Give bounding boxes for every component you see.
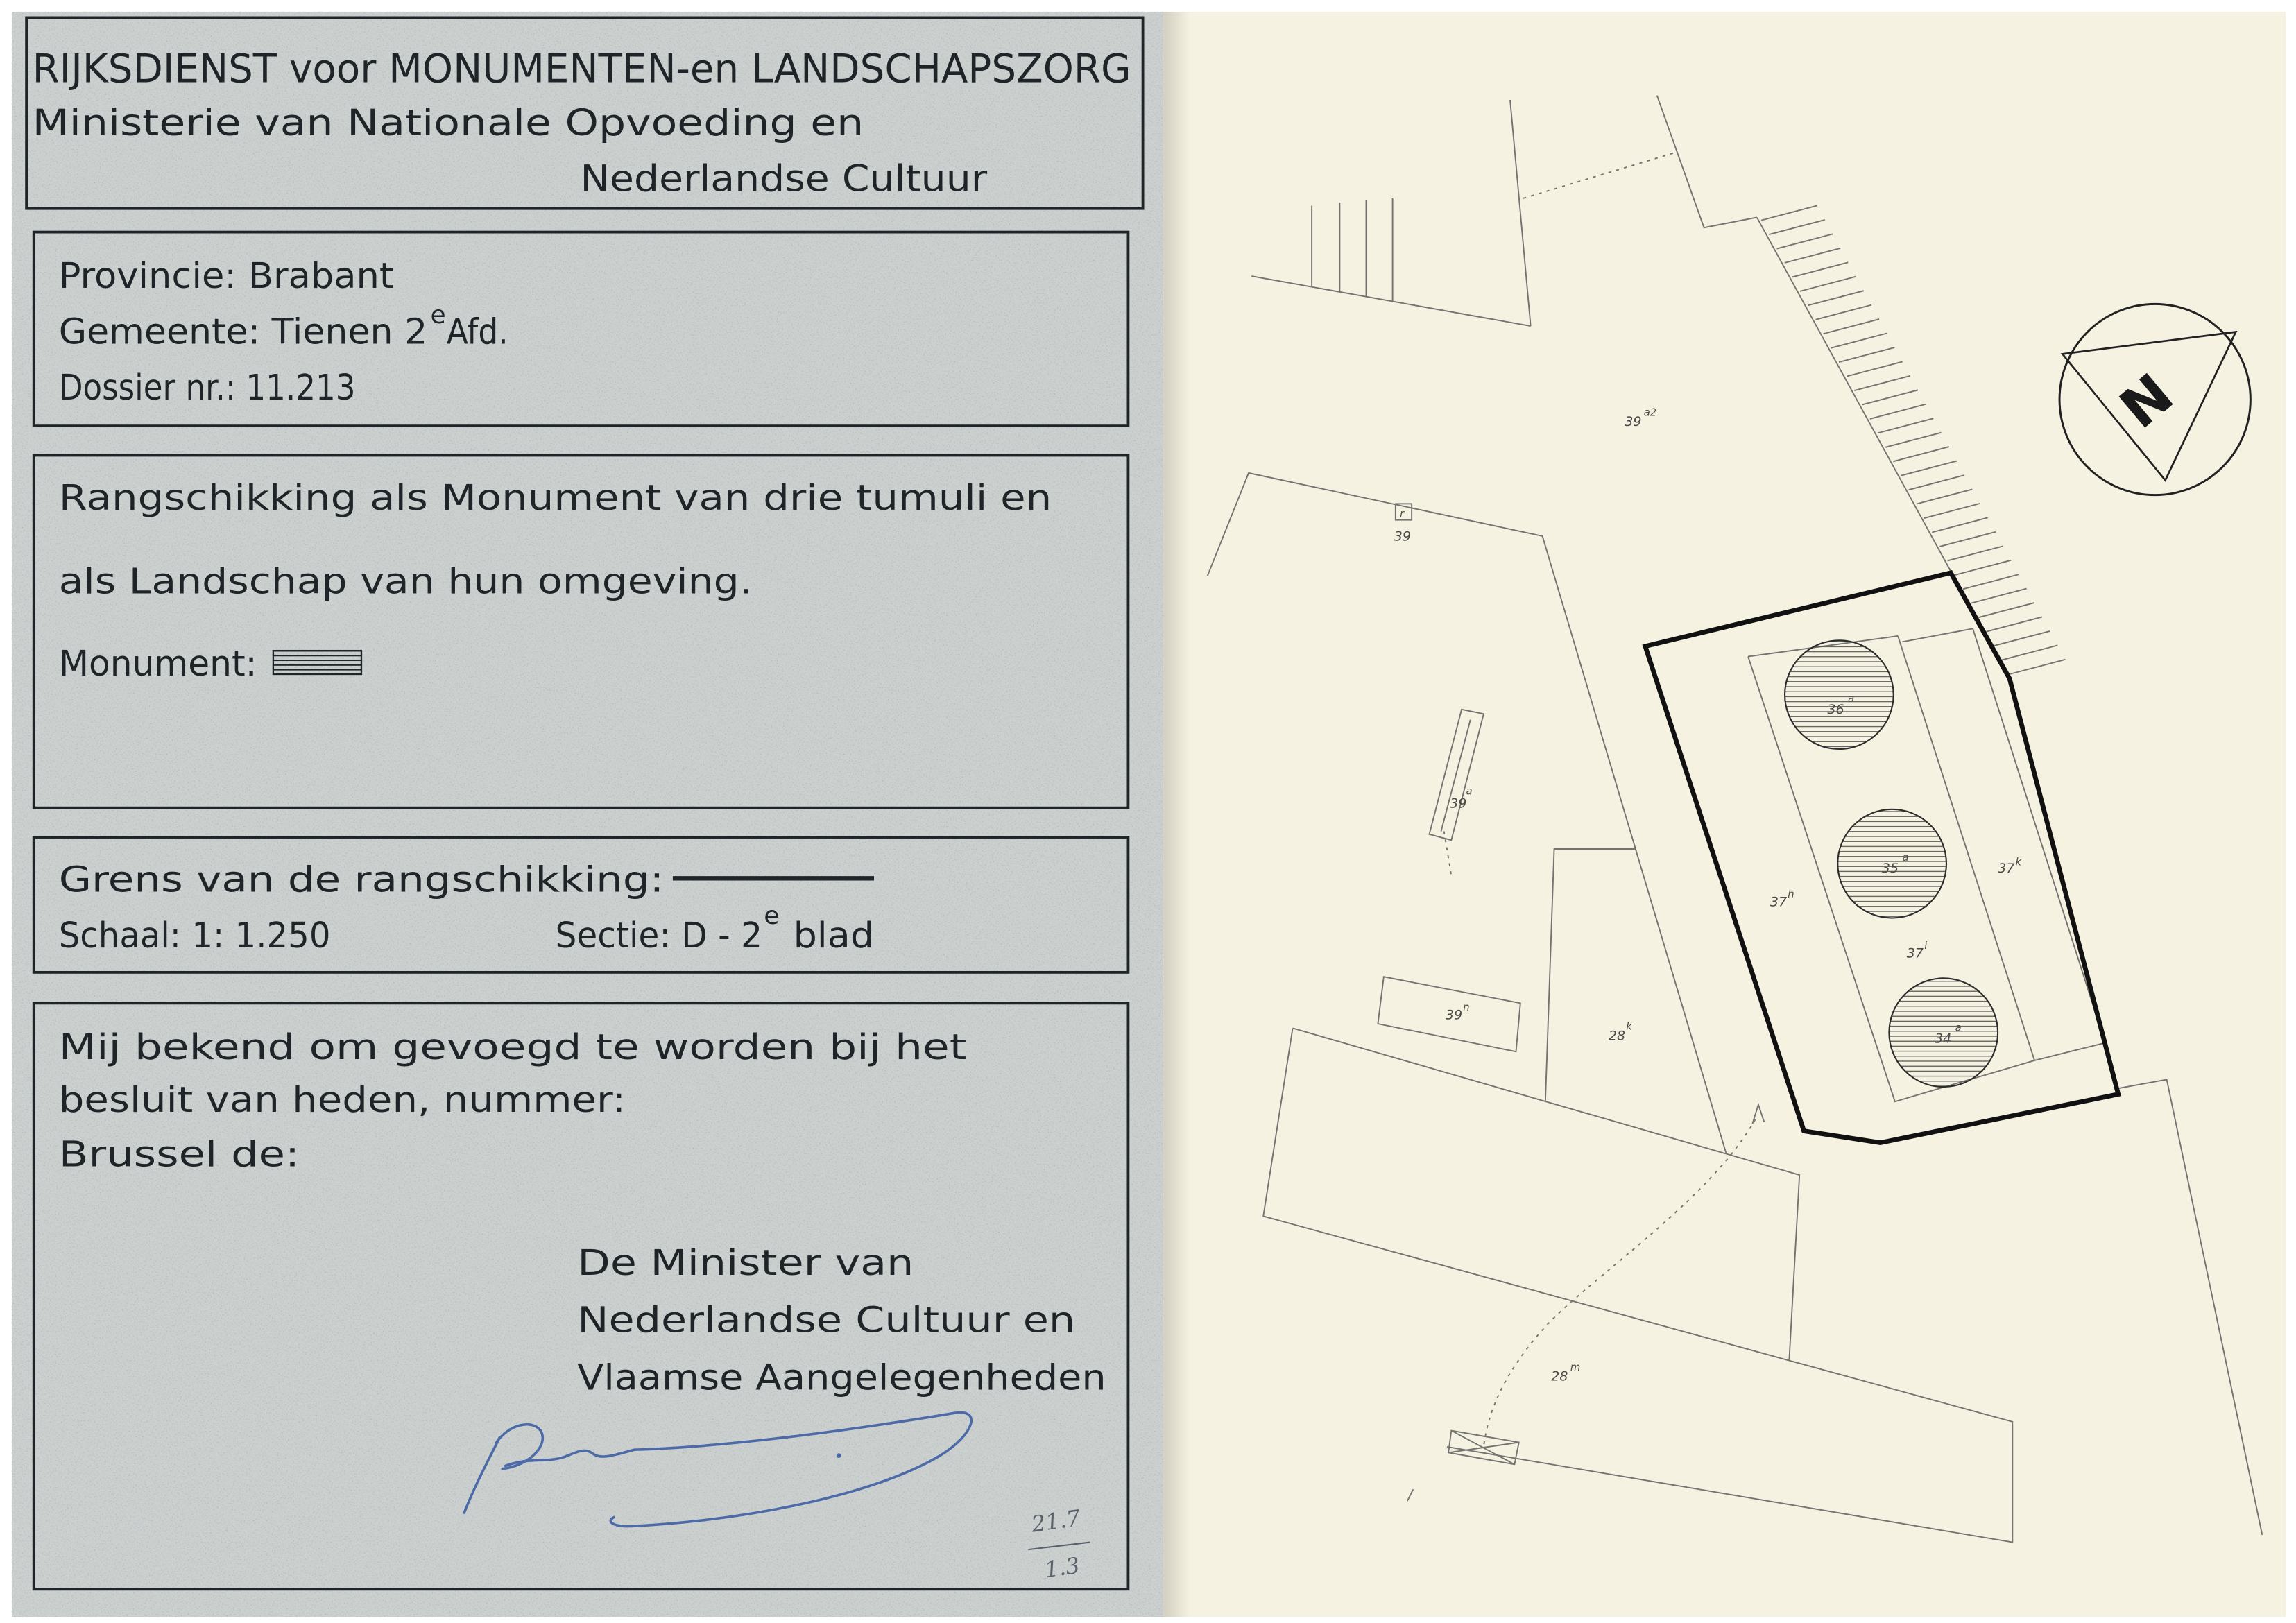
tumulus-36a bbox=[1785, 640, 1894, 749]
signatory-line-1: De Minister van bbox=[577, 1242, 914, 1284]
boundary-legend-label: Grens van de rangschikking: bbox=[58, 859, 665, 900]
tumulus-number: 34 bbox=[1935, 1031, 1952, 1047]
section-label: Sectie: D - 2 bbox=[555, 914, 763, 956]
designation-line-1: Rangschikking als Monument van drie tumuli en bbox=[58, 476, 1052, 518]
parcel-letter: k bbox=[2015, 856, 2022, 868]
parcel-letter: a2 bbox=[1643, 406, 1657, 419]
parcel-letter: n bbox=[1463, 1001, 1470, 1013]
map-area bbox=[1163, 12, 2286, 1617]
parcel-number: 28 bbox=[1551, 1368, 1568, 1384]
approval-place-date: Brussel de: bbox=[58, 1133, 300, 1175]
approval-line-2: besluit van heden, nummer: bbox=[58, 1079, 626, 1121]
section-superscript: e bbox=[764, 902, 780, 930]
municipality: Gemeente: Tienen 2 bbox=[58, 311, 428, 352]
approval-line-1: Mij bekend om gevoegd te worden bij het bbox=[58, 1026, 967, 1067]
province: Provincie: Brabant bbox=[58, 255, 394, 297]
handwritten-note-bottom: 1.3 bbox=[1043, 1553, 1081, 1583]
dossier-number: Dossier nr.: 11.213 bbox=[58, 367, 356, 408]
tumulus-letter: a bbox=[1848, 693, 1855, 705]
handwritten-note-top: 21.7 bbox=[1029, 1506, 1082, 1538]
parcel-number: 37 bbox=[1906, 945, 1924, 961]
parcel-number: 39 bbox=[1450, 796, 1467, 812]
signature-dot bbox=[837, 1453, 841, 1458]
parcel-number: 28 bbox=[1608, 1028, 1626, 1044]
tumulus-letter: a bbox=[1902, 851, 1909, 864]
parcel-letter: a bbox=[1466, 785, 1473, 798]
parcel-number: 39 bbox=[1625, 414, 1642, 430]
north-label: N bbox=[2107, 361, 2186, 441]
designation-line-2: als Landschap van hun omgeving. bbox=[58, 560, 753, 602]
municipality-superscript: e bbox=[430, 300, 446, 329]
signatory-line-3: Vlaamse Aangelegenheden bbox=[577, 1357, 1106, 1398]
parcel-number: 39 bbox=[1394, 529, 1411, 544]
ministry-line-2: Nederlandse Cultuur bbox=[580, 157, 988, 200]
parcel-letter: h bbox=[1788, 888, 1794, 900]
tumulus-34a bbox=[1889, 978, 1998, 1087]
parcel-number: 39 bbox=[1445, 1007, 1463, 1023]
map-paper bbox=[1163, 12, 2286, 1617]
legend-panel bbox=[12, 12, 1163, 1617]
tumulus-35a bbox=[1837, 809, 1946, 918]
tumulus-number: 36 bbox=[1827, 702, 1844, 718]
section-suffix: blad bbox=[793, 914, 875, 956]
monument-legend-label: Monument: bbox=[58, 643, 257, 685]
agency-title: RIJKSDIENST voor MONUMENTEN-en LANDSCHAPSZORG bbox=[32, 46, 1131, 92]
signatory-line-2: Nederlandse Cultuur en bbox=[577, 1299, 1076, 1341]
paper-fold-shadow bbox=[1163, 12, 1190, 1617]
tumulus-number: 35 bbox=[1881, 860, 1899, 876]
municipality-suffix: Afd. bbox=[446, 311, 508, 352]
tumulus-letter: a bbox=[1955, 1022, 1962, 1034]
parcel-number: 37 bbox=[1998, 860, 2015, 876]
parcel-letter: i bbox=[1924, 940, 1928, 952]
scale-label: Schaal: 1: 1.250 bbox=[58, 914, 331, 956]
monument-hatch-symbol bbox=[273, 651, 361, 674]
parcel-letter: m bbox=[1570, 1361, 1581, 1373]
ministry-line-1: Ministerie van Nationale Opvoeding en bbox=[32, 101, 864, 144]
parcel-letter: k bbox=[1626, 1020, 1632, 1033]
parcel-number: 37 bbox=[1770, 894, 1788, 910]
building-symbol: r bbox=[1400, 508, 1405, 520]
